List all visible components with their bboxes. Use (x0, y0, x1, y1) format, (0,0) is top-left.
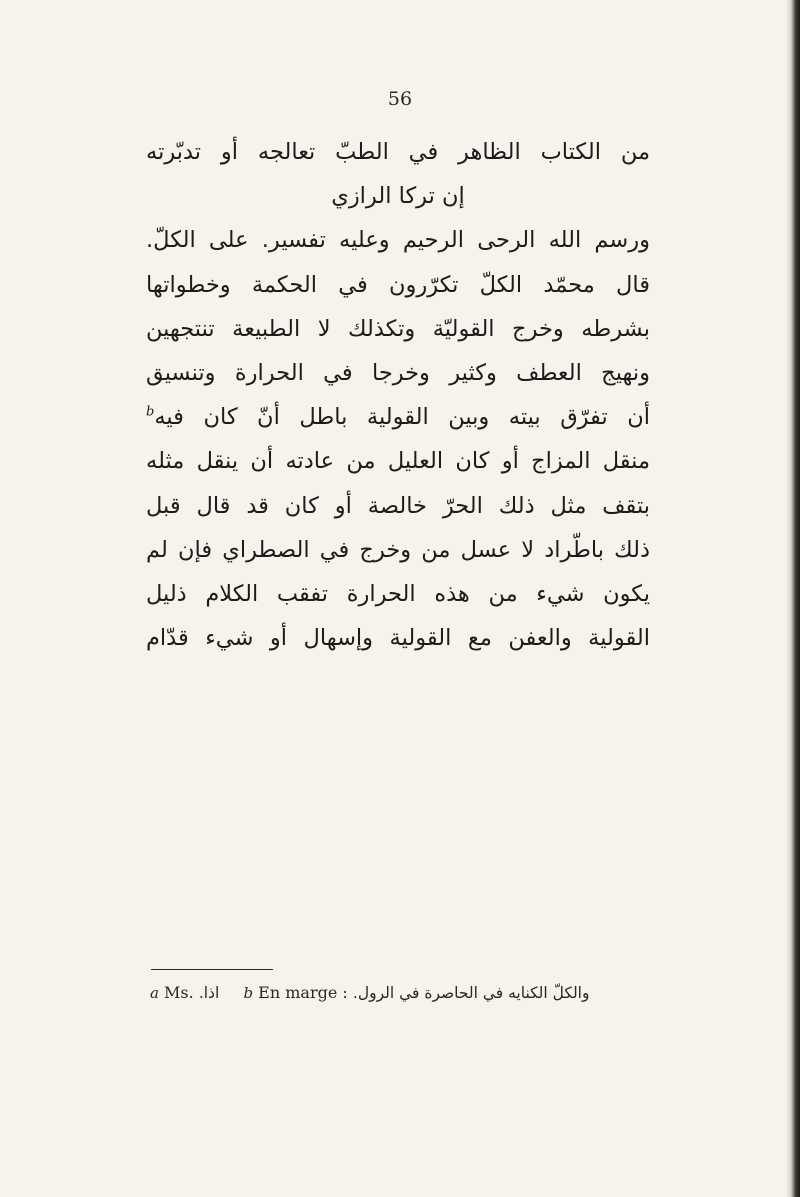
footnote-a-arabic: اذا. (198, 984, 220, 1002)
text-line-8: منقل المزاج أو كان العليل من عادته أن ينقل مثله (146, 448, 650, 475)
footnote-divider (151, 969, 273, 970)
page-edge-shadow (786, 0, 800, 1197)
text-line-5: بشرطه وخرج القوليّة وتكذلك لا الطبيعة تنتجهين (146, 315, 650, 342)
text-line-6: ونهيج العطف وكثير وخرجا في الحرارة وتنسيق (146, 359, 650, 386)
footnote-b-prefix: En marge : (258, 983, 348, 1002)
footnote-a-marker: a (150, 984, 159, 1002)
text-line-7 (146, 395, 650, 439)
text-line-4: قال محمّد الكلّ تكرّرون في الحكمة وخطواتها (146, 271, 650, 298)
text-line-2: إن تركا الرازي (331, 183, 465, 210)
footnote-b-arabic: والكلّ الكنايه في الحاصرة في الرول. (352, 984, 590, 1002)
page-number: 56 (387, 88, 413, 110)
arabic-text-block (146, 130, 650, 660)
text-line-1: من الكتاب الظاهر في الطبّ تعالجه أو تدبّرته (146, 139, 650, 165)
text-line-11: يكون شيء من هذه الحرارة تفقب الكلام ذليل (146, 580, 650, 607)
text-line-10: ذلك باطّراد لا عسل من وخرج في الصطراي فإن لم (146, 536, 650, 563)
text-line-7-content: أن تفرّق بيته وبين القولية باطل أنّ كان فيه (154, 404, 650, 431)
text-line-3: ورسم الله الرحى الرحيم وعليه تفسير. على الكلّ. (146, 227, 650, 254)
text-line-12: القولية والعفن مع القولية وإسهال أو شيء قدّام (146, 625, 650, 652)
footnotes (150, 982, 670, 1004)
note-marker-b: b (146, 404, 155, 420)
text-line-9: بتقف مثل ذلك الحرّ خالصة أو كان قد قال قبل (146, 492, 650, 519)
footnote-a-prefix: Ms. (164, 983, 194, 1002)
footnote-b-marker: b (243, 984, 254, 1002)
